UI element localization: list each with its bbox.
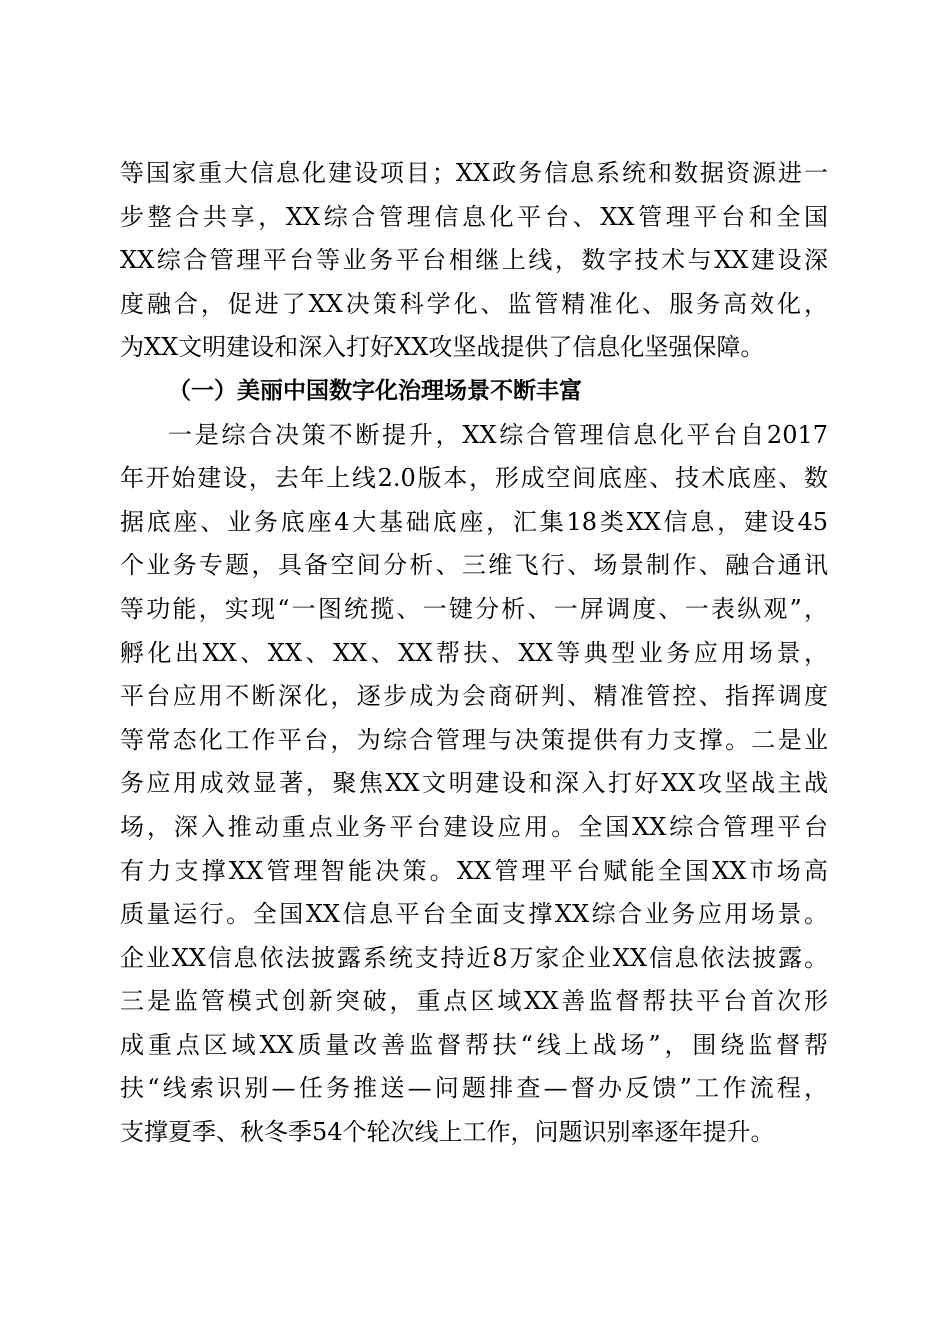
- text-line: 步整合共享，XX综合管理信息化平台、XX管理平台和全国: [120, 202, 828, 231]
- text-line: 据底座、业务底座4大基础底座，汇集18类XX信息，建设45: [120, 507, 828, 536]
- text-line: 企业XX信息依法披露系统支持近8万家企业XX信息依法披露。: [120, 943, 828, 972]
- text-line: 平台应用不断深化，逐步成为会商研判、精准管控、指挥调度: [120, 682, 828, 711]
- text-line: 孵化出XX、XX、XX、XX帮扶、XX等典型业务应用场景，: [120, 638, 828, 667]
- intro-paragraph: [120, 152, 828, 370]
- text-line: 三是监管模式创新突破，重点区域XX善监督帮扶平台首次形: [120, 987, 828, 1016]
- text-line: 度融合，促进了XX决策科学化、监管精准化、服务高效化，: [120, 289, 828, 318]
- text-line: 等常态化工作平台，为综合管理与决策提供有力支撑。二是业: [120, 725, 828, 754]
- text-line: XX综合管理平台等业务平台相继上线，数字技术与XX建设深: [120, 246, 828, 275]
- body-paragraph: [120, 414, 828, 1155]
- section-heading: （一）美丽中国数字化治理场景不断丰富: [168, 377, 582, 404]
- text-line: 场，深入推动重点业务平台建设应用。全国XX综合管理平台: [120, 812, 828, 841]
- text-line: 质量运行。全国XX信息平台全面支撑XX综合业务应用场景。: [120, 900, 828, 929]
- text-line: 成重点区域XX质量改善监督帮扶“线上战场”，围绕监督帮: [120, 1030, 828, 1059]
- text-line: 一是综合决策不断提升，XX综合管理信息化平台自2017: [168, 420, 828, 449]
- document-body: [120, 152, 828, 1155]
- text-line: 支撑夏季、秋冬季54个轮次线上工作，问题识别率逐年提升。: [120, 1118, 775, 1147]
- text-line: 等功能，实现“一图统揽、一键分析、一屏调度、一表纵观”，: [120, 594, 828, 623]
- text-line: 为XX文明建设和深入打好XX攻坚战提供了信息化坚强保障。: [120, 333, 765, 362]
- text-line: 年开始建设，去年上线2.0版本，形成空间底座、技术底座、数: [120, 464, 828, 493]
- text-line: 有力支撑XX管理智能决策。XX管理平台赋能全国XX市场高: [120, 856, 828, 885]
- text-line: 扶“线索识别—任务推送—问题排查—督办反馈”工作流程，: [120, 1074, 828, 1103]
- text-line: 务应用成效显著，聚焦XX文明建设和深入打好XX攻坚战主战: [120, 769, 828, 798]
- text-line: 等国家重大信息化建设项目；XX政务信息系统和数据资源进一: [120, 159, 828, 187]
- text-line: 个业务专题，具备空间分析、三维飞行、场景制作、融合通讯: [120, 551, 828, 580]
